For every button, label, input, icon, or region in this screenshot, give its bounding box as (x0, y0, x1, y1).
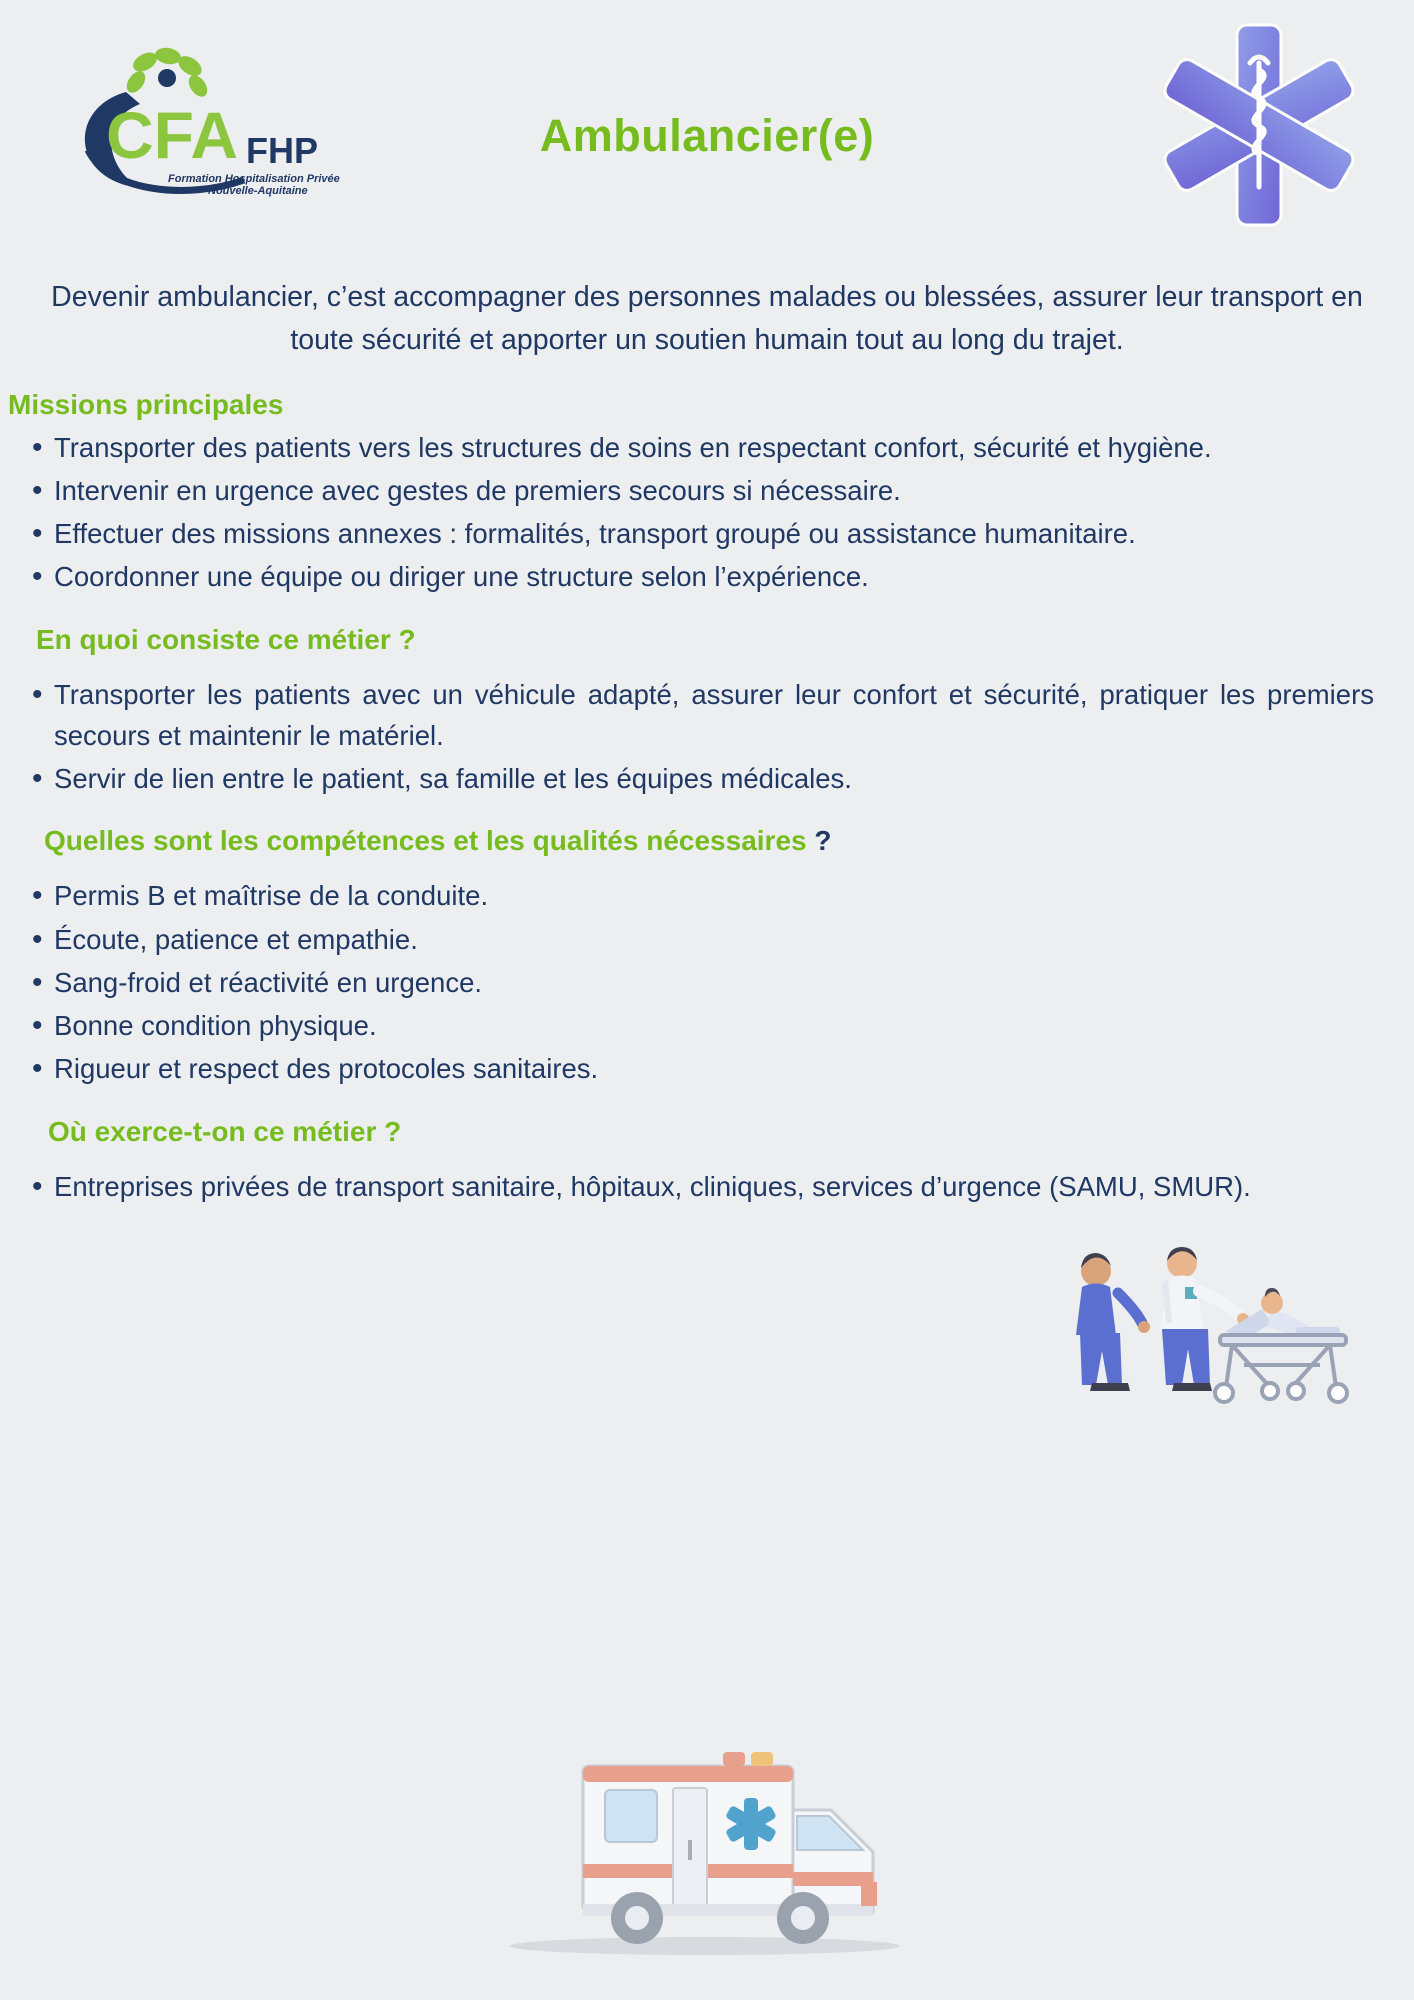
section-en-quoi-consiste (8, 624, 1414, 800)
intro-paragraph: Devenir ambulancier, c’est accompagner des personnes malades ou blessées, assurer leur transport en toute sécurité et apporter un soutien humain tout au long du trajet. (51, 281, 1363, 357)
list-item: • Rigueur et respect des protocoles sanitaires. (8, 1048, 1414, 1089)
list-item: • Effectuer des missions annexes : formalités, transport groupé ou assistance humanitaire. (8, 513, 1414, 554)
section-title-en-quoi-consiste: En quoi consiste ce métier ? (36, 623, 416, 655)
list-competences (8, 875, 1414, 1089)
star-of-life-icon (1154, 20, 1364, 230)
section-competences (8, 825, 1414, 1089)
list-en-quoi-consiste (8, 674, 1414, 800)
section-title-ou-exerce: Où exerce-t-on ce métier ? (48, 1115, 402, 1147)
section-missions-principales (8, 389, 1414, 598)
list-item: • Coordonner une équipe ou diriger une structure selon l’expérience. (8, 556, 1414, 597)
list-ou-exerce (8, 1166, 1414, 1207)
section-ou-exerce (8, 1116, 1414, 1207)
list-item: • Permis B et maîtrise de la conduite. (8, 875, 1414, 916)
list-item: • Bonne condition physique. (8, 1005, 1414, 1046)
section-title-competences-question-mark: ? (814, 825, 832, 857)
list-item: • Transporter les patients avec un véhicule adapté, assurer leur confort et sécurité, pratiquer les premiers secours et maintenir le matériel. (8, 674, 1414, 757)
section-title-competences (44, 825, 1414, 857)
section-title-missions: Missions principales (8, 388, 284, 420)
poster-header (0, 0, 1414, 270)
list-item: • Intervenir en urgence avec gestes de premiers secours si nécessaire. (8, 470, 1414, 511)
list-item: • Sang-froid et réactivité en urgence. (8, 962, 1414, 1003)
ambulance-illustration (465, 1732, 925, 1962)
list-item: • Transporter des patients vers les structures de soins en respectant confort, sécurité et hygiène. (8, 427, 1414, 468)
svg-text:Nouvelle-Aquitaine: Nouvelle-Aquitaine (208, 185, 308, 197)
list-missions (8, 427, 1414, 598)
page-title: Ambulancier(e) (539, 110, 875, 161)
section-title-competences-text: Quelles sont les compétences et les qualités nécessaires (44, 825, 807, 857)
list-item: • Entreprises privées de transport sanitaire, hôpitaux, cliniques, services d’urgence (SAMU, SMUR). (8, 1166, 1414, 1207)
svg-text:Formation Hospitalisation Priv: Formation Hospitalisation Privée (168, 173, 340, 185)
list-item: • Servir de lien entre le patient, sa famille et les équipes médicales. (8, 758, 1414, 799)
svg-text:CFA: CFA (106, 98, 238, 172)
list-item: • Écoute, patience et empathie. (8, 919, 1414, 960)
svg-text:FHP: FHP (246, 130, 318, 171)
paramedics-stretcher-illustration (1044, 1235, 1354, 1445)
